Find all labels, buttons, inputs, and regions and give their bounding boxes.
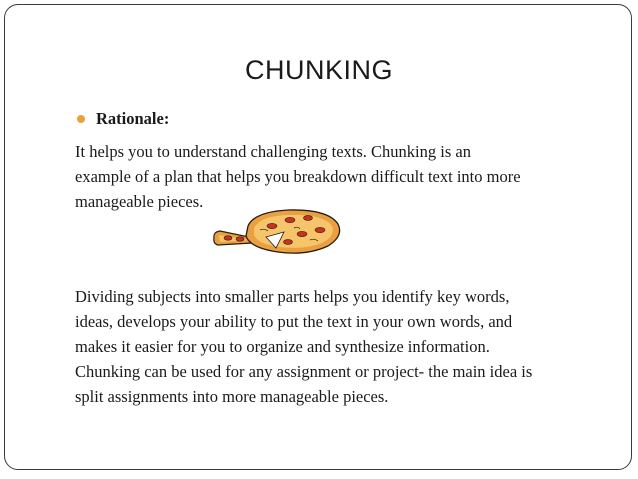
pizza-icon [210,204,345,256]
paragraph-line: It helps you to understand challenging texts. Chunking is an [75,142,471,161]
paragraph-line: Dividing subjects into smaller parts helps you identify key words, [75,287,510,306]
rationale-paragraph [75,139,615,214]
paragraph-line: manageable pieces. [75,192,204,211]
paragraph-line: Chunking can be used for any assignment or project- the main idea is [75,362,533,381]
paragraph-line: ideas, develops your ability to put the text in your own words, and [75,312,513,331]
paragraph-line: makes it easier for you to organize and synthesize information. [75,337,490,356]
slide-title: CHUNKING [244,55,393,85]
dividing-paragraph [75,284,615,409]
bullet-dot-icon [77,115,85,123]
paragraph-line: split assignments into more manageable pieces. [75,387,389,406]
bullet-label: Rationale: [96,109,170,128]
paragraph-line: example of a plan that helps you breakdown difficult text into more [75,167,521,186]
pizza-pie-icon [246,210,340,253]
